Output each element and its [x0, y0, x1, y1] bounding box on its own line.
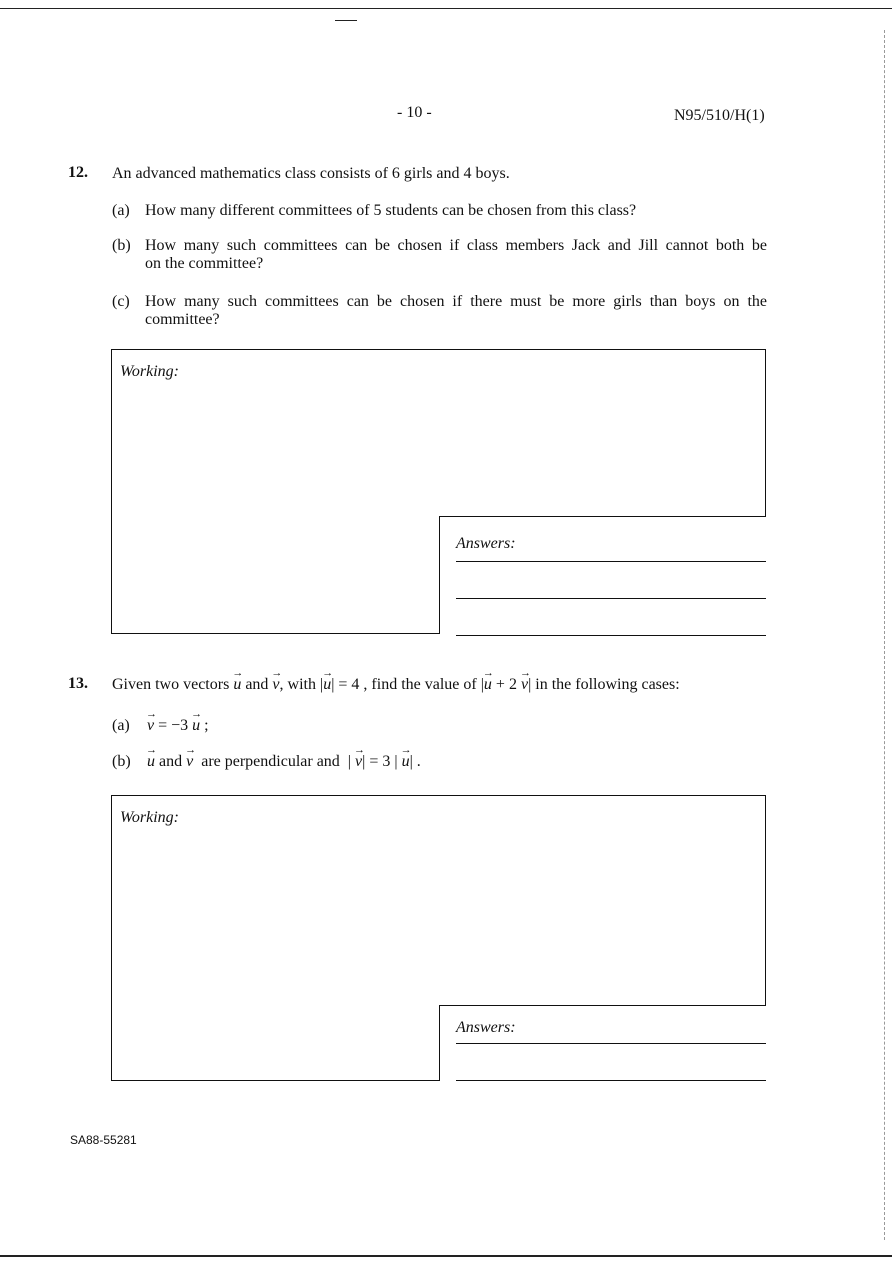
footer-code: SA88-55281 — [70, 1133, 137, 1147]
q12-part-a-label: (a) — [112, 202, 130, 219]
q12-answer-line-2[interactable] — [456, 598, 766, 599]
q13-answers-label: Answers: — [456, 1019, 516, 1036]
q13-working-label: Working: — [120, 809, 179, 826]
q12-answer-line-3[interactable] — [456, 635, 766, 636]
q12-part-b-text-line1: How many such committees can be chosen if class members Jack and Jill cannot both be — [145, 237, 767, 254]
q13-part-a-text: → v = −3 → u ; — [147, 716, 209, 735]
q12-part-b-text-line2: on the committee? — [145, 255, 264, 272]
page-number: - 10 - — [397, 104, 432, 121]
vector-v: → v — [147, 716, 154, 735]
vector-v: → v — [186, 752, 193, 771]
q12-answer-line-1[interactable] — [456, 561, 766, 562]
question-number-13: 13. — [68, 675, 88, 692]
q12-part-c-text-line2: committee? — [145, 311, 220, 328]
vector-u: → u — [147, 752, 155, 771]
vector-u: → u — [323, 675, 331, 694]
q12-part-b-label: (b) — [112, 237, 131, 254]
question-13-stem: Given two vectors → u and → v, with |→ u| = 4 , find the value of |→ u + 2 → v| in the following cases: — [112, 675, 680, 694]
q13-answer-line-2[interactable] — [456, 1080, 766, 1081]
vector-u: → u — [233, 675, 241, 694]
q12-part-c-label: (c) — [112, 293, 130, 310]
q13-part-b-label: (b) — [112, 753, 131, 770]
vector-u: → u — [484, 675, 492, 694]
vector-v: → v — [355, 752, 362, 771]
q13-part-b-text: → u and → v are perpendicular and | → v| = 3 | → u| . — [147, 752, 421, 771]
page-edge-marks — [884, 30, 885, 1240]
vector-v: → v — [272, 675, 279, 694]
paper-code: N95/510/H(1) — [674, 107, 765, 124]
q12-answers-label: Answers: — [456, 535, 516, 552]
vector-u: → u — [192, 716, 200, 735]
q12-part-c-text-line1: How many such committees can be chosen if there must be more girls than boys on the — [145, 293, 767, 310]
question-number-12: 12. — [68, 164, 88, 181]
q13-part-a-label: (a) — [112, 717, 130, 734]
q12-working-label: Working: — [120, 363, 179, 380]
page-bottom-rule — [0, 1255, 892, 1257]
question-12-stem: An advanced mathematics class consists of 6 girls and 4 boys. — [112, 165, 510, 182]
q13-answer-line-1[interactable] — [456, 1043, 766, 1044]
vector-v: → v — [521, 675, 528, 694]
q12-part-a-text: How many different committees of 5 students can be chosen from this class? — [145, 202, 637, 219]
page-top-mark — [335, 20, 357, 21]
page-top-rule — [0, 8, 892, 9]
vector-u: → u — [402, 752, 410, 771]
